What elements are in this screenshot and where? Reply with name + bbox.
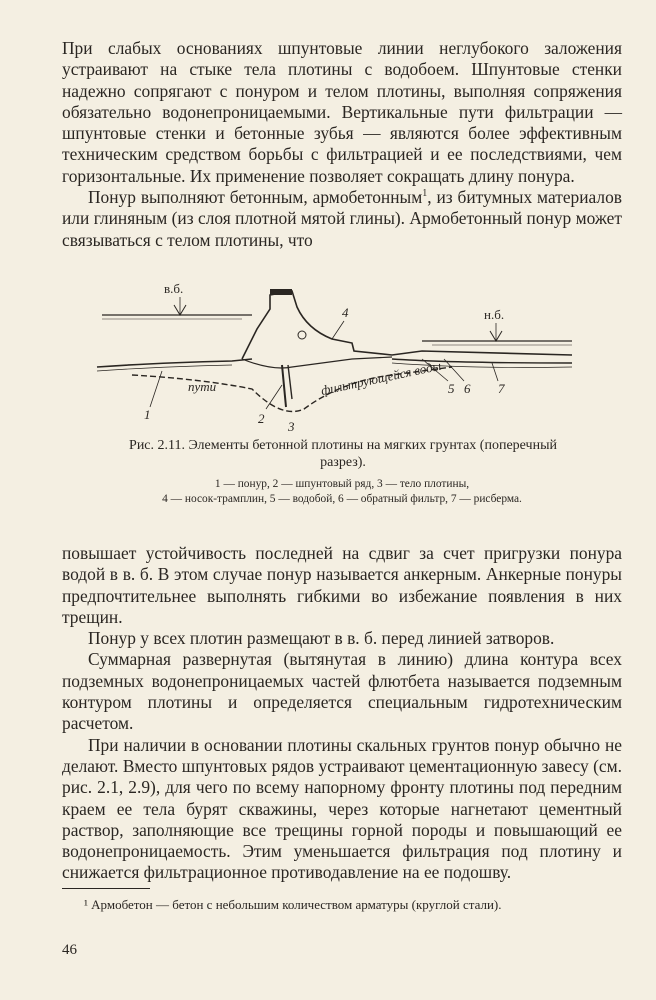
footnote: ¹ Армобетон — бетон с небольшим количеством арматуры (круглой стали).: [84, 897, 502, 912]
legend-line: 1 — понур, 2 — шпунтовый ряд, 3 — тело плотины,: [214, 477, 470, 490]
label-2: 2: [258, 410, 265, 426]
paragraph-text: Понур выполняют бетонным, армобетонным: [88, 187, 423, 208]
paragraph: [62, 187, 622, 251]
label-3: 3: [288, 418, 295, 434]
label-downstream: н.б.: [484, 306, 505, 322]
page-number: 46: [62, 942, 77, 958]
footnote-divider: [62, 888, 150, 889]
label-upstream: в.б.: [164, 280, 184, 296]
label-4: 4: [342, 304, 349, 320]
dam-cross-section-diagram: [92, 259, 592, 439]
label-5: 5: [448, 380, 455, 396]
paragraph: Суммарная развернутая (вытянутая в линию) длина контура всех подземных водонепроницаемых частей флютбета называется подземным контуром плотины и определяется специальным гидротехническим расчетом.: [62, 649, 622, 734]
figure-2-11: [62, 253, 622, 543]
legend-line: 4 — носок-трамплин, 5 — водобой, 6 — обратный фильтр, 7 — рисберма.: [162, 492, 522, 505]
footnote-marker: 1: [422, 188, 428, 200]
label-path-1: пути: [188, 378, 217, 394]
label-7: 7: [498, 380, 505, 396]
page-content: [62, 38, 622, 884]
figure-legend: [102, 477, 582, 506]
paragraph: Понур у всех плотин размещают в в. б. перед линией затворов.: [88, 628, 555, 649]
paragraph-text: , из битумных материалов или глиняным (из слоя плотной мятой глины). Армобетонный понур может связываться с телом плотины, что: [62, 187, 622, 250]
label-path-2: фильтрующейся воды: [319, 357, 443, 398]
figure-caption: Рис. 2.11. Элементы бетонной плотины на мягких грунтах (поперечный разрез).: [129, 437, 557, 470]
paragraph: При наличии в основании плотины скальных грунтов понур обычно не делают. Вместо шпунтовых рядов устраивают цементационную завесу (см. рис. 2.1, 2.9), для чего по всему напорному фронту плотины под передним краем ее тела бурят скважины, через которые нагнетают цементный раствор, заполняющие все трещины горной породы и повышающий ее водонепроницаемость. Этим уменьшается фильтрация под плотину и снижается фильтрационное противодавление на ее подошву.: [62, 734, 622, 883]
paragraph: При слабых основаниях шпунтовые линии неглубокого заложения устраивают на стыке тела плотины с водобоем. Шпунтовые стенки надежно сопрягают с понуром и телом плотины, выполняя сопряжения обязательно водонепроницаемыми. Вертикальные пути фильтрации — шпунтовые стенки и бетонные зубья — являются более эффективным техническим средством борьбы с фильтрацией и ее последствиями, чем горизонтальные. Их применение позволяет сокращать длину понура.: [62, 38, 622, 186]
label-6: 6: [464, 380, 471, 396]
paragraph: повышает устойчивость последней на сдвиг за счет пригрузки понура водой в в. б. В этом случае понур называется анкерным. Анкерные понуры предпочтительнее выполнять гибкими во избежание появления в них трещин.: [62, 542, 622, 627]
label-1: 1: [144, 406, 151, 422]
